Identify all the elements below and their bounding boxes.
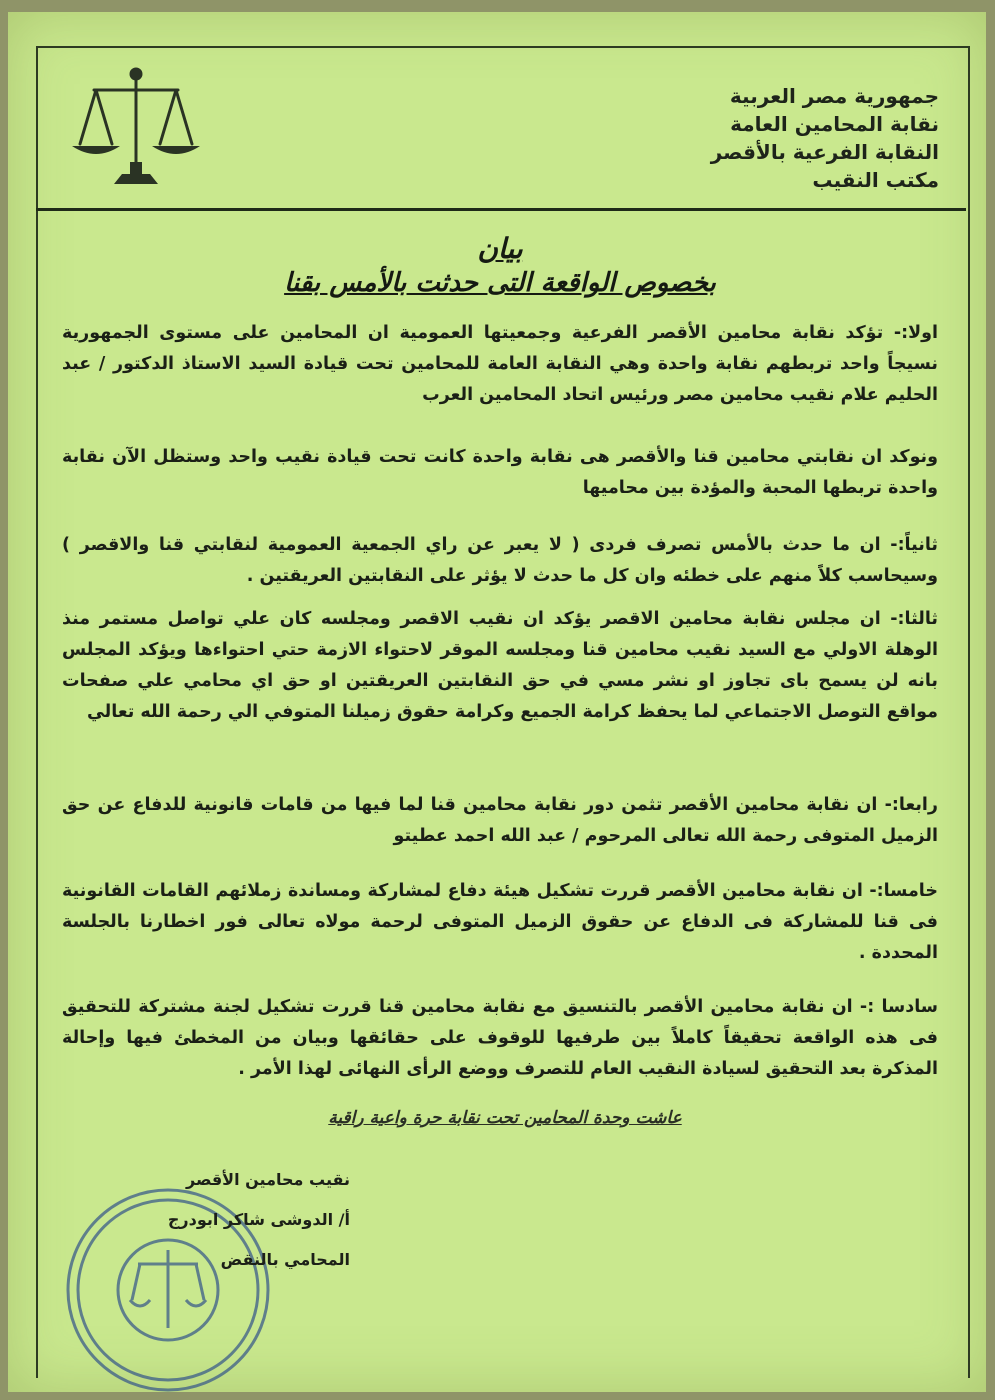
paragraph-4: ثالثا:- ان مجلس نقابة محامين الاقصر يؤكد ان نقيب الاقصر ومجلسه كان علي تواصل مستمر منذ الوهلة الاولي مع السيد نقيب محامين قنا ومجلسه الموقر لاحتواء الازمة حتي احتواءها ويؤكد المجلس بانه لن يسمح باى تجاوز او نشر مسي في حق النقابتين العريقتين او حق اي محامي علي صفحات مواقع التوصل الاجتماعي لما يحفظ كرامة الجميع وكرامة حقوق زميلنا المتوفي الي رحمة الله تعالي	[62, 609, 938, 722]
paragraph-5: رابعا:- ان نقابة محامين الأقصر تثمن دور نقابة محامين قنا لما فيها من قامات قانونية للدفاع عن حق الزميل المتوفى رحمة الله تعالى المرحوم / عبد الله احمد عطيتو	[62, 795, 938, 846]
paragraph-2: ونوكد ان نقابتي محامين قنا والأقصر هى نقابة واحدة كانت تحت قيادة نقيب واحد وستظل الآن نقابة واحدة تربطها المحبة والمؤدة بين محاميها	[62, 447, 938, 498]
paragraph-3: ثانياً:- ان ما حدث بالأمس تصرف فردى ( لا يعبر عن راي الجمعية العمومية لنقابتي قنا والاقصر ) وسيحاسب كلاً منهم على خطئه وان كل ما حدث لا يؤثر على النقابتين العريقتين .	[62, 535, 938, 586]
signature-block	[150, 1160, 350, 1280]
paragraph-7: سادسا :- ان نقابة محامين الأقصر بالتنسيق مع نقابة محامين قنا قررت تشكيل لجنة مشتركة للتحقيق فى هذه الواقعة تحقيقاً كاملاً بين طرفيها للوقوف على حقائقها وبيان من المخطئ فيها وإحالة المذكرة بعد التحقيق لسيادة النقيب العام للتصرف ووضع الرأى النهائى لهذا الأمر .	[62, 997, 938, 1079]
paragraph-1: اولا:- تؤكد نقابة محامين الأقصر الفرعية وجمعيتها العمومية ان المحامين على مستوى الجمهورية نسيجاً واحد تربطهم نقابة واحدة وهي النقابة العامة للمحامين تحت قيادة السيد الاستاذ الدكتور / عبد الحليم علام نقيب محامين مصر ورئيس اتحاد المحامين العرب	[62, 323, 938, 405]
closing-slogan: عاشت وحدة المحامين تحت نقابة حرة واعية راقية	[328, 1108, 682, 1128]
country-name: جمهورية مصر العربية	[729, 84, 939, 108]
document-subtitle: بخصوص الواقعة التى حدثت بالأمس بقنا	[284, 268, 716, 298]
signatory-name: أ/ الدوشى شاكر ابودرج	[167, 1210, 350, 1229]
header-divider	[36, 208, 966, 211]
office-name: مكتب النقيب	[812, 168, 939, 192]
document-title: بيان	[477, 232, 523, 265]
scales-of-justice-icon	[66, 66, 206, 196]
signatory-title: نقيب محامين الأقصر	[185, 1170, 350, 1189]
document-title-block	[150, 232, 850, 300]
syndicate-name: نقابة المحامين العامة	[730, 112, 939, 136]
letterhead	[619, 82, 939, 194]
branch-name: النقابة الفرعية بالأقصر	[710, 140, 939, 164]
signatory-role: المحامي بالنقض	[220, 1250, 350, 1269]
paragraph-6: خامسا:- ان نقابة محامين الأقصر قررت تشكيل هيئة دفاع لمشاركة ومساندة زملائهم القامات القانونية فى قنا للمشاركة فى الدفاع عن حقوق الزميل المتوفى لرحمة مولاه تعالى فور اخطارنا بالجلسة المحددة .	[62, 881, 938, 963]
